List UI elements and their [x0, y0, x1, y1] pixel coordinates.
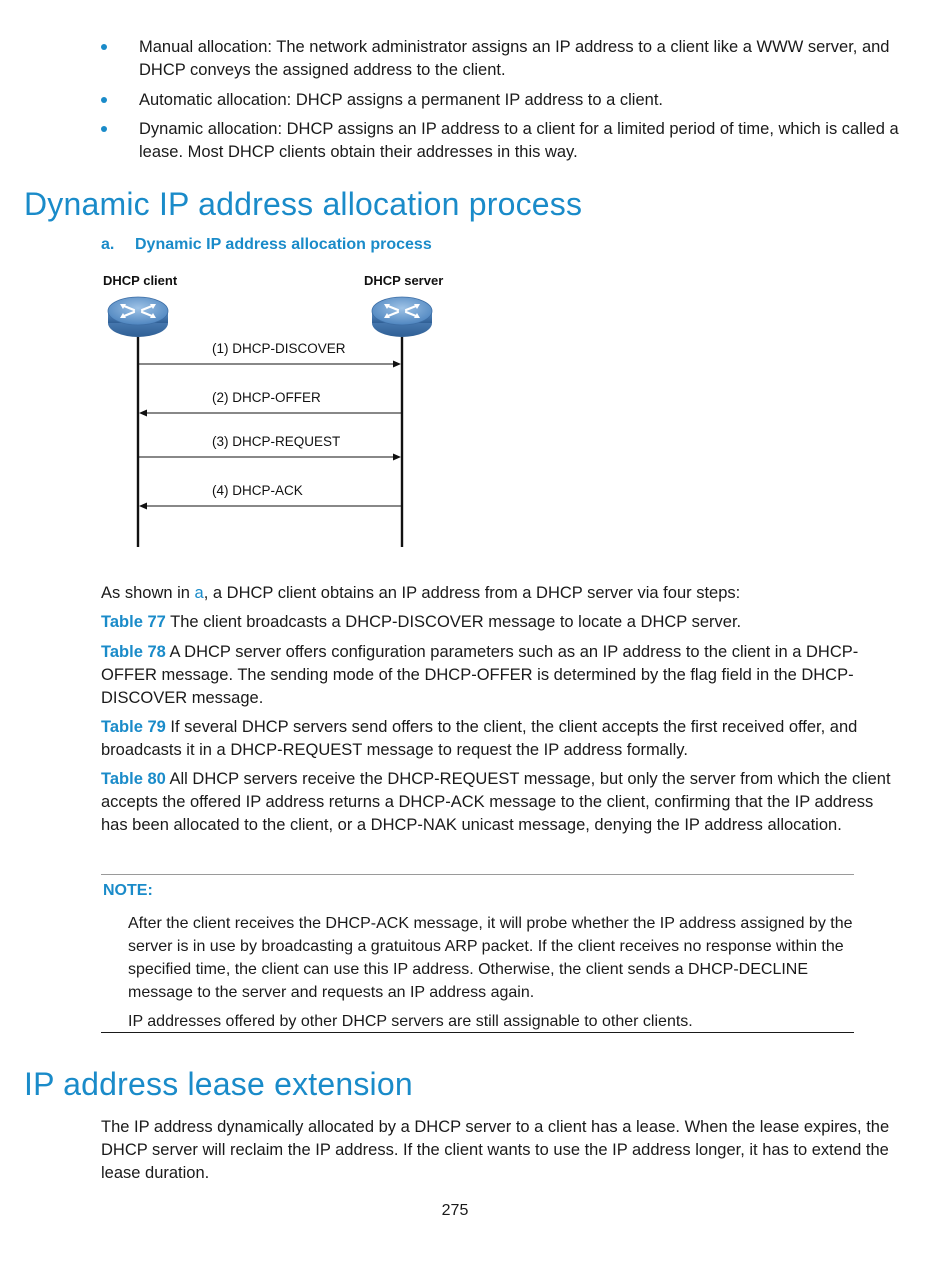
step-label: Table 79: [101, 718, 166, 736]
router-icon: [372, 297, 432, 337]
intro-text-before: As shown in: [101, 584, 195, 602]
intro-paragraph: [101, 582, 901, 605]
step-text: A DHCP server offers configuration parameters such as an IP address to the client in a DHCP-OFFER message. The sending mode of the DHCP-OFFER is determined by the flag field in the DHCP-DISCOVER message.: [101, 643, 859, 707]
bullet-dot: [101, 126, 107, 132]
step-item: [101, 716, 891, 762]
step-label: Table 77: [101, 613, 166, 631]
figure-caption-text: Dynamic IP address allocation process: [135, 236, 432, 253]
bullet-dot: [101, 44, 107, 50]
message-label-request: (3) DHCP-REQUEST: [212, 434, 341, 449]
step-item: [101, 768, 891, 837]
arrowhead: [393, 361, 401, 368]
arrowhead: [139, 410, 147, 417]
note-label: NOTE:: [103, 882, 153, 899]
section-heading-lease-extension: IP address lease extension: [24, 1066, 413, 1102]
message-label-discover: (1) DHCP-DISCOVER: [212, 341, 346, 356]
step-item: [101, 611, 891, 634]
arrowhead: [139, 503, 147, 510]
dhcp-client-label: DHCP client: [103, 273, 178, 288]
bullet-dynamic-allocation: Dynamic allocation: DHCP assigns an IP address to a client for a limited period of time, which is called a lease. Most DHCP clients obtain their addresses in this way.: [139, 120, 899, 161]
dhcp-server-label: DHCP server: [364, 273, 444, 288]
note-paragraph: IP addresses offered by other DHCP servers are still assignable to other clients.: [128, 1013, 693, 1030]
step-label: Table 78: [101, 643, 166, 661]
bullet-dot: [101, 97, 107, 103]
section-heading-dynamic-allocation: Dynamic IP address allocation process: [24, 186, 583, 222]
note-top-rule: [101, 874, 854, 875]
page-number: 275: [441, 1202, 469, 1219]
figure-number: a.: [101, 236, 115, 253]
step-text: If several DHCP servers send offers to the client, the client accepts the first received offer, and broadcasts it in a DHCP-REQUEST message to request the IP address formally.: [101, 718, 858, 759]
bullet-manual-allocation: Manual allocation: The network administrator assigns an IP address to a client like a WWW server, and DHCP conveys the assigned address to the client.: [139, 38, 890, 79]
router-icon: [108, 297, 168, 337]
arrowhead: [393, 454, 401, 461]
note-bottom-rule: [101, 1032, 854, 1033]
figure-reference-link[interactable]: a: [194, 584, 204, 602]
message-label-offer: (2) DHCP-OFFER: [212, 390, 321, 405]
figure-caption: [101, 236, 432, 254]
step-item: [101, 641, 891, 710]
message-label-ack: (4) DHCP-ACK: [212, 483, 303, 498]
step-text: The client broadcasts a DHCP-DISCOVER message to locate a DHCP server.: [170, 613, 742, 631]
dhcp-sequence-diagram: [90, 265, 490, 555]
note-paragraph: After the client receives the DHCP-ACK message, it will probe whether the IP address assigned by the server is in use by broadcasting a gratuitous ARP packet. If the client receives no response within the specified time, the client can use this IP address. Otherwise, the client sends a DHCP-DECLINE message to the server and requests an IP address again.: [128, 915, 853, 1001]
intro-text-after: , a DHCP client obtains an IP address from a DHCP server via four steps:: [203, 584, 741, 602]
lease-extension-paragraph: The IP address dynamically allocated by a DHCP server to a client has a lease. When the lease expires, the DHCP server will reclaim the IP address. If the client wants to use the IP address longer, it has to extend the lease duration.: [101, 1118, 890, 1182]
step-label: Table 80: [101, 770, 166, 788]
step-text: All DHCP servers receive the DHCP-REQUEST message, but only the server from which the client accepts the offered IP address returns a DHCP-ACK message to the client, confirming that the IP address has been allocated to the client, or a DHCP-NAK unicast message, denying the IP address allocation.: [101, 770, 891, 834]
bullet-automatic-allocation: Automatic allocation: DHCP assigns a permanent IP address to a client.: [139, 91, 663, 109]
